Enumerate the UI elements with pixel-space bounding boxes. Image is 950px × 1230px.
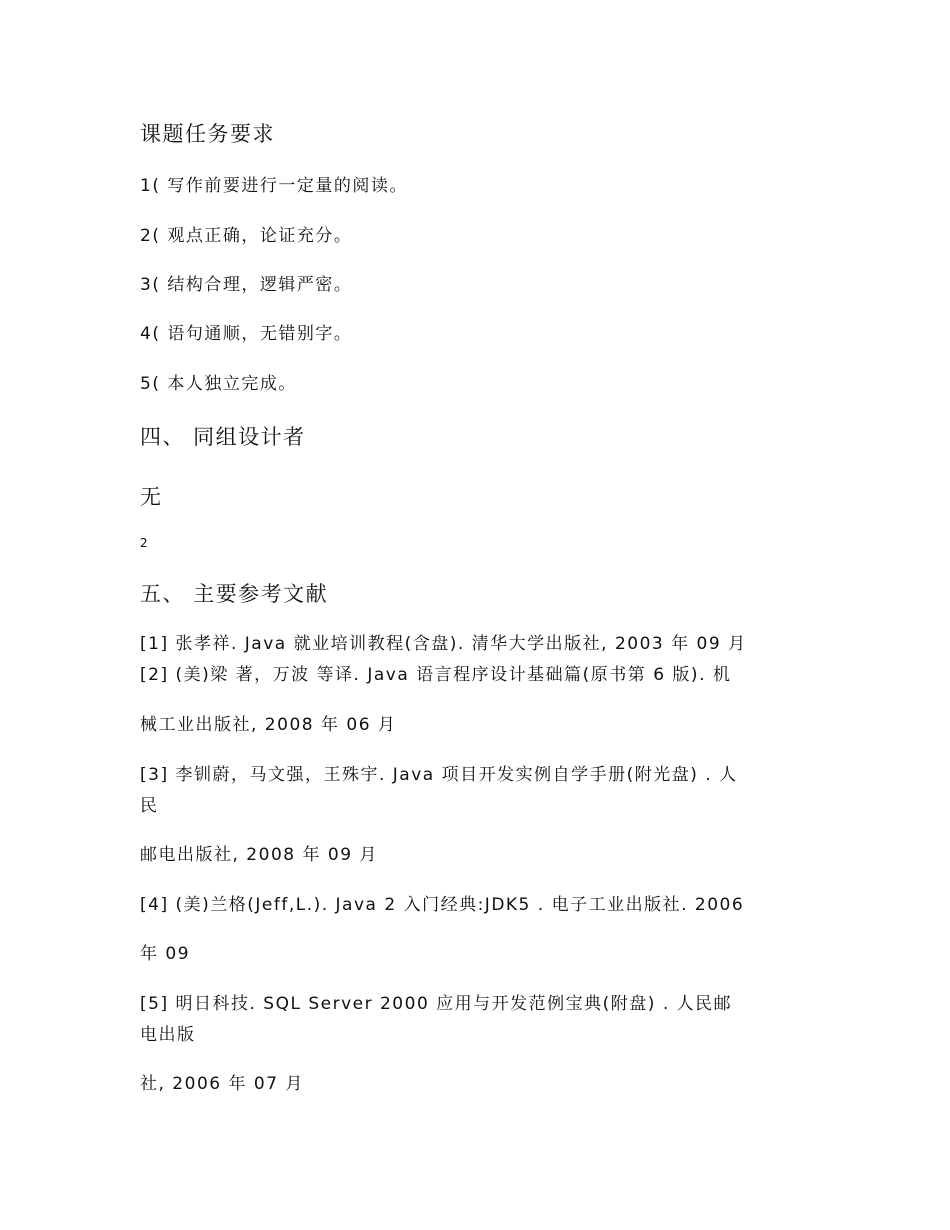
reference-line: 年 09: [140, 944, 191, 964]
reference-line: 电出版: [140, 1025, 196, 1045]
section5-heading: 五、 主要参考文献: [140, 582, 329, 606]
section4-heading: 四、 同组设计者: [140, 425, 306, 449]
task-item: 4( 语句通顺，无错别字。: [140, 324, 353, 344]
task-item: 3( 结构合理，逻辑严密。: [140, 275, 353, 295]
reference-line: 民: [140, 796, 159, 816]
task-item: 1( 写作前要进行一定量的阅读。: [140, 176, 408, 196]
reference-line: 邮电出版社, 2008 年 09 月: [140, 845, 378, 865]
reference-line: 械工业出版社, 2008 年 06 月: [140, 715, 397, 735]
page-number: 2: [140, 536, 148, 550]
reference-line: 社, 2006 年 07 月: [140, 1074, 304, 1094]
task-item: 2( 观点正确，论证充分。: [140, 226, 353, 246]
reference-line: [5] 明日科技. SQL Server 2000 应用与开发范例宝典(附盘) . 人民邮: [140, 994, 733, 1014]
reference-line: [4] (美)兰格(Jeff,L.). Java 2 入门经典:JDK5 . 电子工业出版社. 2006: [140, 895, 745, 915]
section4-content: 无: [140, 485, 163, 509]
reference-line: [2] (美)梁 著，万波 等译. Java 语言程序设计基础篇(原书第 6 版). 机: [140, 665, 732, 685]
reference-line: [1] 张孝祥. Java 就业培训教程(含盘). 清华大学出版社, 2003 年 09 月: [140, 634, 747, 654]
task-requirements-heading: 课题任务要求: [140, 122, 275, 146]
task-item: 5( 本人独立完成。: [140, 374, 297, 394]
reference-line: [3] 李钏蔚，马文强，王殊宇. Java 项目开发实例自学手册(附光盘) . 人: [140, 765, 738, 785]
